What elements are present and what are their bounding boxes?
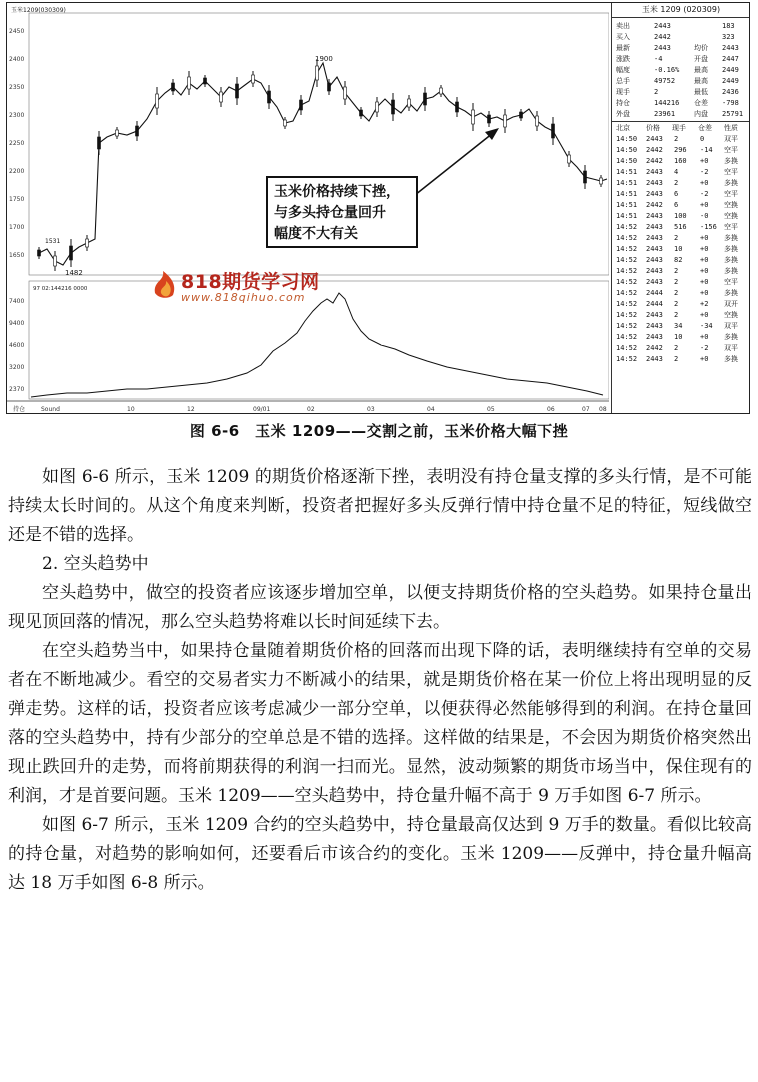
tick-row-cell: 双平 (724, 322, 738, 330)
quote-summary-row-cell: 最高 (694, 77, 708, 85)
tick-row-cell: 14:52 (616, 278, 638, 286)
candle-body (344, 87, 347, 99)
quote-summary-row-cell: 2443 (654, 44, 671, 52)
time-axis-label: 04 (427, 406, 435, 413)
tick-row (616, 332, 746, 343)
tick-row-cell: +0 (700, 179, 709, 187)
time-axis-label: 12 (187, 406, 195, 413)
candle-body (136, 126, 139, 136)
candle-body (38, 250, 41, 256)
quote-summary-row (616, 65, 746, 76)
tick-row-cell: 2443 (646, 234, 663, 242)
tick-row-cell: 6 (674, 190, 679, 198)
tick-row (616, 354, 746, 365)
chart-header-text: 玉米1209(030309) (11, 7, 66, 14)
candle-body (188, 77, 191, 89)
annotation-line-1: 玉米价格持续下挫， (274, 184, 400, 200)
tick-row-cell: 空平 (724, 146, 738, 154)
tick-row-cell: 14:52 (616, 245, 638, 253)
oi-axis-label: 3200 (9, 364, 25, 371)
time-axis-label: 07 (582, 406, 590, 413)
quote-summary-row-cell: 49752 (654, 77, 676, 85)
tick-row (616, 233, 746, 244)
quote-summary-row-cell: 2443 (654, 22, 671, 30)
tick-table-header-cell: 现手 (672, 124, 686, 132)
candle-body (328, 83, 331, 91)
quote-summary-row-cell: 25791 (722, 110, 744, 118)
tick-row-cell: 空换 (724, 311, 738, 319)
tick-row-cell: 2443 (646, 190, 663, 198)
tick-row-cell: -34 (700, 322, 713, 330)
watermark-title: 818期货学习网 (181, 271, 320, 293)
quote-summary-row (616, 32, 746, 43)
tick-row-cell: 2443 (646, 256, 663, 264)
tick-row-cell: 82 (674, 256, 683, 264)
tick-row (616, 266, 746, 277)
tick-row (616, 244, 746, 255)
watermark-url: www.818qihuo.com (181, 291, 306, 304)
candle-body (552, 124, 555, 138)
tick-row-cell: +0 (700, 278, 709, 286)
quote-summary-row-cell: 外盘 (616, 110, 630, 118)
tick-row-cell: 0 (700, 135, 705, 143)
candle-body (360, 110, 363, 116)
tick-row-cell: 14:51 (616, 212, 638, 220)
tick-row-cell: +0 (700, 311, 709, 319)
candle-body (520, 112, 523, 118)
quote-panel-title: 玉米 1209 (020309) (612, 3, 750, 18)
tick-table-header-cell: 性质 (724, 124, 738, 132)
article-body (8, 463, 752, 898)
tick-row-cell: 14:51 (616, 168, 638, 176)
candle-body (204, 78, 207, 84)
tick-row (616, 134, 746, 145)
candle-body (488, 115, 491, 123)
tick-row-cell: 14:51 (616, 201, 638, 209)
candle-body (424, 93, 427, 105)
quote-summary-row-cell: 总手 (616, 77, 630, 85)
quote-summary-row-cell: 涨跌 (616, 55, 630, 63)
section-heading: 2. 空头趋势中 (42, 554, 149, 574)
tick-row-cell: 14:52 (616, 289, 638, 297)
tick-row-cell: 2443 (646, 179, 663, 187)
tick-row (616, 167, 746, 178)
candle-body (376, 102, 379, 112)
candle-body (536, 116, 539, 126)
tick-row-cell: 空平 (724, 190, 738, 198)
tick-row-cell: 多换 (724, 234, 738, 242)
time-axis-label: Sound (41, 406, 60, 413)
quote-summary-row (616, 109, 746, 120)
tick-row-cell: 10 (674, 333, 683, 341)
price-axis-label: 2400 (9, 56, 25, 63)
tick-row-cell: 6 (674, 201, 679, 209)
tick-row-cell: 14:52 (616, 234, 638, 242)
price-axis-label: 1750 (9, 196, 25, 203)
tick-row (616, 145, 746, 156)
tick-row-cell: -2 (700, 190, 709, 198)
tick-row-cell: 2443 (646, 168, 663, 176)
candle-body (268, 91, 271, 103)
candle-body (584, 171, 587, 183)
time-axis-label: 05 (487, 406, 495, 413)
tick-row-cell: 14:52 (616, 300, 638, 308)
price-axis-label: 1700 (9, 224, 25, 231)
tick-row-cell: 2444 (646, 300, 663, 308)
tick-row-cell: 2443 (646, 223, 663, 231)
quote-summary-row-cell: 内盘 (694, 110, 708, 118)
paragraph-3: 在空头趋势当中，如果持仓量随着期货价格的回落而出现下降的话，表明继续持有空单的交易者在不断地减少。看空的交易者实力不断减小的结果，就是期货价格在某一价位上将出现明显的反弹走势。这样的话，投资者应该考虑减少一部分空单，以便获得必然能够得到的利润。在持仓量回落的空头趋势中，持有少部分的空单总是不错的选择。这样做的结果是，不会因为期货价格突然出现止跌回升的走势，而将前期获得的利润一扫而光。显然，波动频繁的期货市场当中，保住现有的利润，才是首要问题。玉米 1209——空头趋势中，持仓量升幅不高于 9 万手如图 6-7 所示。 (8, 641, 752, 806)
tick-row-cell: 34 (674, 322, 683, 330)
quote-summary-row-cell: 2449 (722, 66, 739, 74)
tick-row-cell: +2 (700, 300, 709, 308)
tick-row-cell: 2 (674, 135, 679, 143)
candle-body (86, 239, 89, 247)
tick-row-cell: -2 (700, 344, 709, 352)
tick-row-cell: 2443 (646, 355, 663, 363)
tick-row-cell: 2443 (646, 135, 663, 143)
candle-body (440, 88, 443, 94)
chart-high-label: 1900 (315, 55, 333, 63)
tick-row-cell: +0 (700, 256, 709, 264)
oi-axis-label: 4600 (9, 342, 25, 349)
tick-row-cell: 296 (674, 146, 687, 154)
oi-axis-label: 9400 (9, 320, 25, 327)
price-and-open-interest-chart (7, 3, 609, 413)
tick-row-cell: 2 (674, 179, 679, 187)
price-axis-label: 2250 (9, 140, 25, 147)
quote-summary-row-cell: 2436 (722, 88, 739, 96)
quote-summary-row-cell: 幅度 (616, 66, 630, 74)
tick-row-cell: 2443 (646, 245, 663, 253)
tick-row-cell: 多换 (724, 333, 738, 341)
time-axis-label: 06 (547, 406, 555, 413)
quote-summary-row-cell: 2443 (722, 44, 739, 52)
site-watermark (151, 265, 341, 309)
tick-row-cell: 多换 (724, 179, 738, 187)
tick-row-cell: +0 (700, 234, 709, 242)
tick-row-cell: 516 (674, 223, 687, 231)
candle-body (316, 66, 319, 80)
tick-row-cell: 多换 (724, 267, 738, 275)
tick-row-cell: 2442 (646, 146, 663, 154)
tick-row-cell: 100 (674, 212, 687, 220)
price-axis-label: 2450 (9, 28, 25, 35)
figure-caption: 图 6-6 玉米 1209——交割之前，玉米价格大幅下挫 (189, 422, 569, 440)
tick-row-cell: 4 (674, 168, 679, 176)
candle-body (156, 94, 159, 108)
tick-row-cell: -0 (700, 212, 709, 220)
time-axis-label: 03 (367, 406, 375, 413)
tick-row-cell: 14:52 (616, 256, 638, 264)
quote-panel (611, 3, 750, 413)
tick-row-cell: 2 (674, 300, 679, 308)
tick-row-cell: 14:50 (616, 135, 638, 143)
price-axis-label: 2300 (9, 112, 25, 119)
quote-summary-row (616, 43, 746, 54)
candle-body (70, 246, 73, 260)
tick-row (616, 178, 746, 189)
candle-body (568, 155, 571, 163)
annotation-line-2: 与多头持仓量回升 (274, 205, 386, 221)
tick-row-cell: 14:52 (616, 344, 638, 352)
candle-body (236, 84, 239, 98)
candle-body (300, 100, 303, 110)
quote-summary-row-cell: -0.16% (654, 66, 680, 74)
tick-row-cell: -2 (700, 168, 709, 176)
chart-annotation-box (266, 176, 418, 248)
tick-row-cell: 14:50 (616, 157, 638, 165)
tick-row-cell: 2 (674, 267, 679, 275)
tick-row-cell: 2 (674, 311, 679, 319)
tick-row-cell: 空平 (724, 223, 738, 231)
tick-row (616, 299, 746, 310)
tick-row-cell: 双开 (724, 300, 738, 308)
tick-row (616, 200, 746, 211)
quote-summary-row-cell: 2442 (654, 33, 671, 41)
tick-row-cell: 14:52 (616, 322, 638, 330)
price-axis-label: 2350 (9, 84, 25, 91)
tick-row-cell: 160 (674, 157, 687, 165)
quote-summary-row-cell: 均价 (694, 44, 708, 52)
tick-row (616, 222, 746, 233)
tick-row-cell: 2 (674, 234, 679, 242)
candle-body (172, 83, 175, 91)
candle-body (54, 256, 57, 266)
tick-row-cell: +0 (700, 289, 709, 297)
quote-summary-row-cell: 2 (654, 88, 659, 96)
oi-axis-label: 7400 (9, 298, 25, 305)
tick-row-cell: 2443 (646, 333, 663, 341)
tick-row-cell: +0 (700, 245, 709, 253)
tick-row-cell: 14:52 (616, 333, 638, 341)
tick-table-header-cell: 北京 (616, 124, 630, 132)
time-axis-label: 08 (599, 406, 607, 413)
tick-row-cell: 14:51 (616, 190, 638, 198)
tick-table-header-cell: 仓差 (698, 124, 712, 132)
price-axis-label: 1650 (9, 252, 25, 259)
candle-body (456, 102, 459, 112)
candle-body (408, 99, 411, 107)
tick-row-cell: 2444 (646, 289, 663, 297)
tick-row-cell: 2443 (646, 278, 663, 286)
tick-row-cell: +0 (700, 201, 709, 209)
tick-row-cell: 2443 (646, 322, 663, 330)
tick-row (616, 255, 746, 266)
quote-summary-row-cell: 仓差 (694, 99, 708, 107)
quote-summary-row-cell: 23961 (654, 110, 676, 118)
quote-summary-row-cell: 144216 (654, 99, 680, 107)
quote-summary-row-cell: 2447 (722, 55, 739, 63)
candle-body (220, 92, 223, 102)
tick-row (616, 211, 746, 222)
candle-body (284, 120, 287, 126)
tick-row-cell: +0 (700, 267, 709, 275)
quote-summary-row-cell: 323 (722, 33, 735, 41)
oi-axis-label: 2370 (9, 386, 25, 393)
quote-summary-row-cell: 最低 (694, 88, 708, 96)
tick-row-cell: 2443 (646, 212, 663, 220)
quote-summary-row-cell: -798 (722, 99, 739, 107)
quote-summary-row-cell: 183 (722, 22, 735, 30)
tick-row-cell: 2 (674, 278, 679, 286)
quote-divider (612, 121, 750, 122)
quote-summary-row-cell: -4 (654, 55, 663, 63)
tick-row (616, 189, 746, 200)
tick-row-cell: 14:52 (616, 267, 638, 275)
tick-row-cell: 14:52 (616, 311, 638, 319)
price-axis-label: 2200 (9, 168, 25, 175)
quote-summary-row-cell: 开盘 (694, 55, 708, 63)
candle-body (504, 115, 507, 127)
tick-row (616, 343, 746, 354)
tick-row-cell: 空平 (724, 278, 738, 286)
chart-small-label: 1531 (45, 238, 61, 245)
quote-summary-row (616, 76, 746, 87)
tick-row-cell: 空换 (724, 212, 738, 220)
quote-summary-row (616, 98, 746, 109)
tick-row (616, 288, 746, 299)
tick-row-cell: 2443 (646, 267, 663, 275)
candle-body (600, 178, 603, 184)
tick-row (616, 321, 746, 332)
flame-logo-icon (151, 269, 181, 299)
tick-row-cell: 2442 (646, 157, 663, 165)
tick-row-cell: 14:52 (616, 223, 638, 231)
paragraph-2: 空头趋势中，做空的投资者应该逐步增加空单，以便支持期货价格的空头趋势。如果持仓量出现见顶回落的情况，那么空头趋势将难以长时间延续下去。 (8, 583, 752, 632)
paragraph-1: 如图 6-6 所示，玉米 1209 的期货价格逐渐下挫，表明没有持仓量支撑的多头行情，是不可能持续太长时间的。从这个角度来判断，投资者把握好多头反弹行情中持仓量不足的特征，短线做空还是不错的选择。 (8, 467, 752, 545)
tick-row-cell: +0 (700, 157, 709, 165)
tick-row-cell: 多换 (724, 355, 738, 363)
quote-summary-row (616, 54, 746, 65)
quote-summary-row-cell: 买入 (616, 33, 630, 41)
quote-summary-row (616, 21, 746, 32)
futures-chart-figure (6, 2, 750, 414)
tick-row-cell: 双平 (724, 135, 738, 143)
tick-row-cell: 空换 (724, 201, 738, 209)
oi-header-text: 97 02:144216 0000 (33, 286, 88, 292)
candle-body (252, 75, 255, 83)
chart-low-label: 1482 (65, 269, 83, 277)
tick-row-cell: 2 (674, 344, 679, 352)
tick-row-cell: 2 (674, 289, 679, 297)
tick-table-header (616, 123, 746, 134)
quote-summary-row-cell: 卖出 (616, 22, 630, 30)
time-axis-label: 09/01 (253, 406, 271, 413)
quote-summary-row-cell: 现手 (616, 88, 630, 96)
time-axis-label: 持仓 (13, 406, 26, 413)
annotation-arrow (415, 133, 493, 195)
time-axis-label: 02 (307, 406, 315, 413)
tick-row-cell: -156 (700, 223, 717, 231)
tick-row (616, 310, 746, 321)
candle-body (472, 110, 475, 124)
quote-summary-row-cell: 持仓 (616, 99, 630, 107)
candle-body (116, 130, 119, 136)
tick-row-cell: 2 (674, 355, 679, 363)
tick-row-cell: +0 (700, 355, 709, 363)
tick-row-cell: 2442 (646, 201, 663, 209)
quote-summary-row (616, 87, 746, 98)
quote-summary-row-cell: 最高 (694, 66, 708, 74)
tick-row-cell: 14:51 (616, 179, 638, 187)
tick-row-cell: -14 (700, 146, 713, 154)
tick-row-cell: 2443 (646, 311, 663, 319)
tick-row-cell: 2442 (646, 344, 663, 352)
tick-row-cell: 多换 (724, 289, 738, 297)
tick-row-cell: 14:52 (616, 355, 638, 363)
tick-row-cell: 双平 (724, 344, 738, 352)
quote-summary-row-cell: 2449 (722, 77, 739, 85)
time-axis-label: 10 (127, 406, 135, 413)
tick-row (616, 156, 746, 167)
tick-table-header-cell: 价格 (646, 124, 660, 132)
tick-row-cell: 10 (674, 245, 683, 253)
tick-row-cell: 空平 (724, 168, 738, 176)
candle-body (392, 100, 395, 114)
quote-summary-row-cell: 最新 (616, 44, 630, 52)
candle-body (98, 137, 101, 149)
tick-row-cell: 多换 (724, 245, 738, 253)
paragraph-4: 如图 6-7 所示，玉米 1209 合约的空头趋势中，持仓量最高仅达到 9 万手的数量。看似比较高的持仓量，对趋势的影响如何，还要看后市该合约的变化。玉米 1209——反弹中，持仓量升幅高达 18 万手如图 6-8 所示。 (8, 815, 752, 893)
tick-row-cell: 多换 (724, 157, 738, 165)
annotation-line-3: 幅度不大有关 (274, 226, 358, 242)
tick-row (616, 277, 746, 288)
tick-row-cell: +0 (700, 333, 709, 341)
tick-row-cell: 多换 (724, 256, 738, 264)
tick-row-cell: 14:50 (616, 146, 638, 154)
